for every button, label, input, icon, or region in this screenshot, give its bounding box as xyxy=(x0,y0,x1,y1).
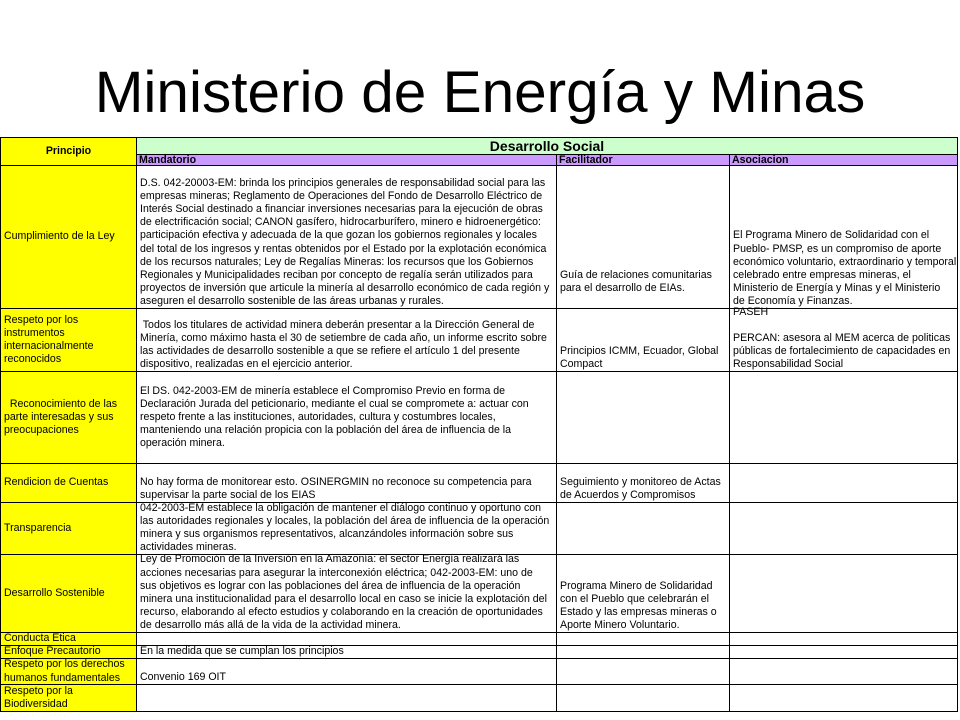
cell-line: económico voluntario, extraordinario y temporal xyxy=(733,255,957,268)
cell-line: empresas mineras; Reglamento de Operaciones del Fondo de Desarrollo Eléctrico de xyxy=(140,190,543,203)
facilitador-cell xyxy=(557,685,730,712)
cell-line: Ministerio de Energía y Minas y el Ministerio xyxy=(733,281,941,294)
cell-line: participación efectiva y adecuada de la que gozan los gobiernos regionales y locales xyxy=(140,229,537,242)
cell-line: con el Pueblo que celebrarán el xyxy=(560,592,710,605)
principio-cell xyxy=(0,503,137,555)
cell-line: Minería, como máximo hasta el 30 de setiembre de cada año, un informe escrito sobre xyxy=(140,331,547,344)
cell-line: aseguren el desarrollo sostenible de las áreas urbanas y rurales. xyxy=(140,294,444,307)
asociacion-cell xyxy=(730,503,958,555)
cell-line: Regionales y Municipalidades reciban por concepto de regalía serán utilizados para xyxy=(140,268,533,281)
mandatorio-cell xyxy=(137,555,557,633)
cell-line: Compact xyxy=(560,357,603,370)
cell-line: Conducta Etica xyxy=(4,632,76,645)
cell-line: Pueblo- PMSP, es un compromiso de aporte xyxy=(733,242,942,255)
cell-line: para el desarrollo de EIAs. xyxy=(560,281,685,294)
header-desarrollo-social xyxy=(137,137,958,155)
cell-line: Cumplimiento de la Ley xyxy=(4,230,115,243)
cell-line: Biodiversidad xyxy=(4,698,68,710)
principio-cell xyxy=(0,659,137,685)
cell-line: del total de los ingresos y rentas obtenidos por el Estado por la explotación económica xyxy=(140,242,547,255)
cell-line: Estado y las empresas mineras o xyxy=(560,605,717,618)
cell-line: Respeto por la xyxy=(4,684,73,697)
cell-line: Desarrollo Sostenible xyxy=(4,586,105,599)
cell-line: Respeto por los xyxy=(4,313,79,326)
mandatorio-cell xyxy=(137,659,557,685)
facilitador-cell xyxy=(557,633,730,646)
cell-line: PERCAN: asesora al MEM acerca de politicas xyxy=(733,331,951,344)
cell-line: sus objetivos es lograr con las poblaciones del área de influencia de la operación xyxy=(140,579,521,592)
cell-line: parte interesadas y sus xyxy=(4,410,114,423)
cell-line: Seguimiento y monitoreo de Actas xyxy=(560,475,721,488)
cell-line: manteniendo una relación propicia con la población del área de influencia de la xyxy=(140,424,512,437)
column-header-asociacion xyxy=(730,155,958,166)
cell-line: supervisar la parte social de los EIAS xyxy=(140,488,316,501)
principio-cell xyxy=(0,685,137,712)
column-header-label: Asociacion xyxy=(732,154,789,166)
cell-line: públicas de fortalecimiento de capacidades en xyxy=(733,344,951,357)
facilitador-cell xyxy=(557,555,730,633)
cell-line: de desarrollo más allá de la vida de la actividad minera. xyxy=(140,618,401,631)
column-header-label: Facilitador xyxy=(559,154,613,166)
cell-line: Rendicion de Cuentas xyxy=(4,476,109,489)
facilitador-cell xyxy=(557,503,730,555)
facilitador-cell xyxy=(557,464,730,503)
header-principio xyxy=(0,137,137,166)
cell-line: humanos fundamentales xyxy=(4,671,121,684)
cell-line: actividades mineras. xyxy=(140,540,237,553)
cell-line: instrumentos xyxy=(4,326,65,339)
principio-cell xyxy=(0,646,137,659)
cell-line: 042-2003-EM establece la obligación de mantener el diálogo continuo y oportuno con xyxy=(140,501,542,514)
cell-line: proyectos de inversión que articule la minería al desarrollo económico de cada región y xyxy=(140,281,550,294)
cell-line: acciones necesarias para asegurar la interconexión eléctrica; 042-2003-EM: uno de xyxy=(140,566,533,579)
cell-line: Responsabilidad Social xyxy=(733,357,844,370)
cell-line: Guía de relaciones comunitarias xyxy=(560,268,712,281)
facilitador-cell xyxy=(557,372,730,464)
asociacion-cell xyxy=(730,685,958,712)
column-header-mandatorio xyxy=(137,155,557,166)
cell-line: de Economía y Finanzas. xyxy=(733,294,853,307)
cell-line: reconocidos xyxy=(4,353,62,366)
facilitador-cell xyxy=(557,166,730,309)
cell-line: celebrado entre empresas mineras, el xyxy=(733,268,911,281)
column-header-facilitador xyxy=(557,155,730,166)
cell-line: Respeto por los derechos xyxy=(4,658,125,671)
cell-line: Principios ICMM, Ecuador, Global xyxy=(560,344,719,357)
cell-line: operación minera. xyxy=(140,437,225,450)
cell-line: PASEH xyxy=(733,305,769,318)
cell-line: recurso, elaborando al efecto estudios y colaborando en la creación de oportunidades xyxy=(140,605,543,618)
asociacion-cell xyxy=(730,464,958,503)
principio-cell xyxy=(0,464,137,503)
cell-line: las autoridades regionales y locales, la población del área de influencia de la operación xyxy=(140,514,550,527)
mandatorio-cell xyxy=(137,464,557,503)
cell-line: No hay forma de monitorear esto. OSINERGMIN no reconoce su competencia para xyxy=(140,475,532,488)
cell-line: Todos los titulares de actividad minera deberán presentar a la Dirección General de xyxy=(140,318,535,331)
mandatorio-cell xyxy=(137,646,557,659)
cell-line: preocupaciones xyxy=(4,424,79,437)
cell-line: las actividades de desarrollo sostenible a que se refiere el artículo 1 del presente xyxy=(140,344,520,357)
asociacion-cell xyxy=(730,555,958,633)
principio-cell xyxy=(0,309,137,372)
mandatorio-cell xyxy=(137,372,557,464)
cell-line: Interés Social destinado a financiar inversiones necesarias para la ejecución de obras xyxy=(140,203,543,216)
cell-line: internacionalmente xyxy=(4,340,94,352)
cell-line: respeto frente a las instituciones, autoridades, cultura y costumbres locales, xyxy=(140,410,496,423)
cell-line: de Acuerdos y Compromisos xyxy=(560,488,696,501)
mandatorio-cell xyxy=(137,309,557,372)
cell-line: D.S. 042-20003-EM: brinda los principios generales de responsabilidad social para las xyxy=(140,177,546,190)
cell-line: Transparencia xyxy=(4,521,72,534)
cell-line: En la medida que se cumplan los principios xyxy=(140,644,344,657)
asociacion-cell xyxy=(730,633,958,646)
mandatorio-cell xyxy=(137,503,557,555)
asociacion-cell xyxy=(730,372,958,464)
cell-line: dispositivo, realizadas en el ejercicio anterior. xyxy=(140,357,353,370)
cell-line: El DS. 042-2003-EM de minería establece el Compromiso Previo en forma de xyxy=(140,384,506,397)
slide-title: Ministerio de Energía y Minas xyxy=(94,60,866,125)
mandatorio-cell xyxy=(137,685,557,712)
cell-line: Programa Minero de Solidaridad xyxy=(560,579,713,592)
principio-cell xyxy=(0,372,137,464)
header-group-label: Desarrollo Social xyxy=(489,138,605,154)
facilitador-cell xyxy=(557,646,730,659)
cell-line: Enfoque Precautorio xyxy=(4,645,101,658)
asociacion-cell xyxy=(730,659,958,685)
cell-line: Declaración Jurada del peticionario, mediante el cual se compromete a: actuar con xyxy=(140,397,529,410)
asociacion-cell xyxy=(730,305,958,372)
cell-line: El Programa Minero de Solidaridad con el xyxy=(733,229,930,242)
asociacion-cell xyxy=(730,166,958,309)
facilitador-cell xyxy=(557,659,730,685)
cell-line: minera una institucionalidad para el desarrollo local en caso se inicie la explotación del xyxy=(140,592,547,605)
facilitador-cell xyxy=(557,309,730,372)
mandatorio-cell xyxy=(137,166,557,309)
asociacion-cell xyxy=(730,646,958,659)
principio-cell xyxy=(0,166,137,309)
cell-line: minera y sus organismos representativos, alcanzándoles información sobre sus xyxy=(140,527,514,540)
cell-line: Aporte Minero Voluntario. xyxy=(560,618,680,631)
cell-line: de electrificación social; CANON gasífero, hidrocarburífero, minero e hidroenergético: xyxy=(140,216,541,229)
cell-line xyxy=(733,319,955,332)
principio-cell xyxy=(0,633,137,646)
cell-line: Ley de Promoción de la Inversión en la Amazonía: el sector Energía realizará las xyxy=(140,553,520,566)
header-principio-label: Principio xyxy=(45,144,92,157)
column-header-label: Mandatorio xyxy=(139,154,197,166)
cell-line: Convenio 169 OIT xyxy=(140,670,226,683)
cell-line: de los recursos naturales; Ley de Regalías Mineras: los recursos que los Gobiernos xyxy=(140,255,534,268)
cell-line: Reconocimiento de las xyxy=(4,397,118,410)
principio-cell xyxy=(0,555,137,633)
